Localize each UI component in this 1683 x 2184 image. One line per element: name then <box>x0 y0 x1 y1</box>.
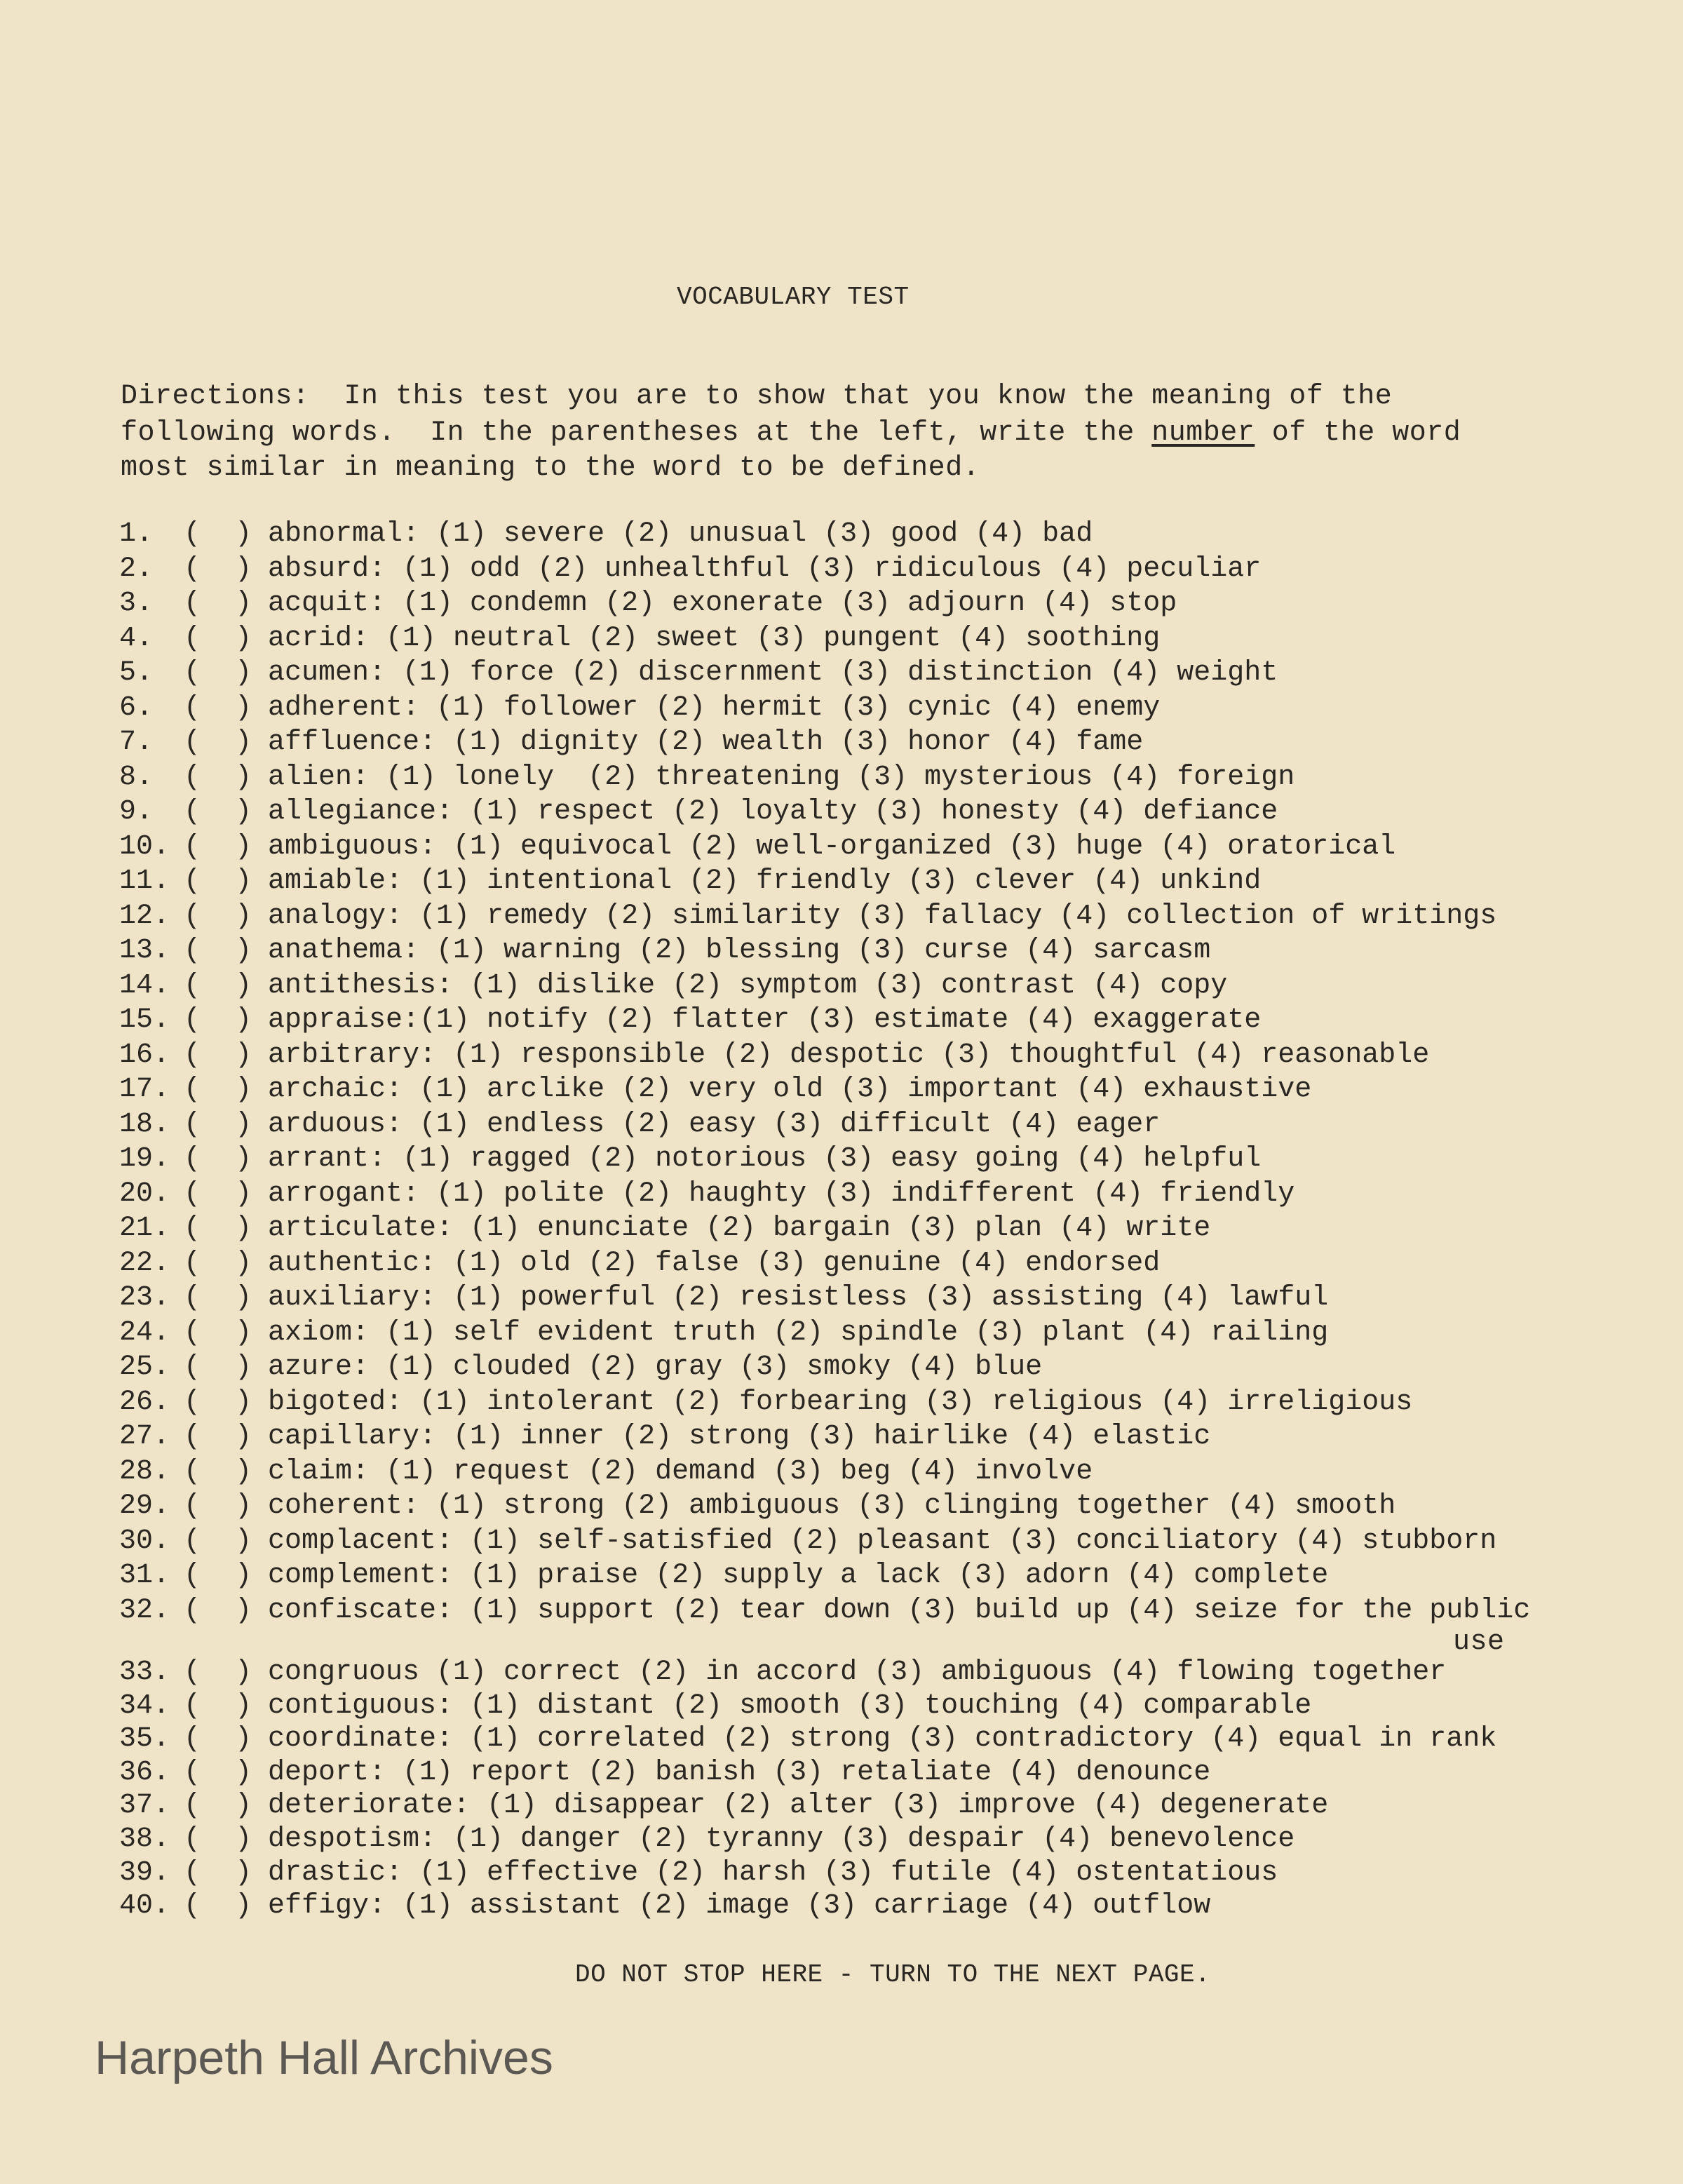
question-item <box>0 1490 1683 1523</box>
answer-blank-open[interactable]: ( <box>184 1247 201 1279</box>
question-item <box>0 1142 1683 1176</box>
answer-blank-open[interactable]: ( <box>184 622 201 654</box>
answer-blank-open[interactable]: ( <box>184 1386 201 1418</box>
answer-blank-close: ) <box>235 1108 252 1140</box>
answer-blank-close: ) <box>235 553 252 585</box>
answer-blank-close: ) <box>235 1756 252 1788</box>
answer-blank-open[interactable]: ( <box>184 1525 201 1557</box>
answer-blank-close: ) <box>235 1039 252 1071</box>
question-number: 4. <box>119 622 154 654</box>
question-text: complement: (1) praise (2) supply a lack (3) adorn (4) complete <box>268 1560 1329 1591</box>
question-item <box>0 969 1683 1003</box>
question-text: arduous: (1) endless (2) easy (3) difficult (4) eager <box>268 1108 1161 1140</box>
question-number: 21. <box>119 1213 170 1244</box>
question-number: 20. <box>119 1178 170 1210</box>
answer-blank-close: ) <box>235 1560 252 1591</box>
answer-blank-open[interactable]: ( <box>184 1560 201 1591</box>
answer-blank-open[interactable]: ( <box>184 865 201 897</box>
answer-blank-open[interactable]: ( <box>184 588 201 619</box>
answer-blank-open[interactable]: ( <box>184 1282 201 1314</box>
answer-blank-open[interactable]: ( <box>184 1143 201 1175</box>
question-text: capillary: (1) inner (2) strong (3) hairlike (4) elastic <box>268 1421 1211 1452</box>
question-item <box>0 830 1683 864</box>
question-item <box>0 656 1683 690</box>
question-text: absurd: (1) odd (2) unhealthful (3) ridiculous (4) peculiar <box>268 553 1262 585</box>
question-item <box>0 1756 1683 1790</box>
question-number: 31. <box>119 1560 170 1591</box>
question-item <box>0 726 1683 760</box>
question-item <box>0 1856 1683 1890</box>
question-number: 39. <box>119 1856 170 1889</box>
answer-blank-open[interactable]: ( <box>184 1723 201 1755</box>
answer-blank-open[interactable]: ( <box>184 830 201 863</box>
question-number: 32. <box>119 1594 170 1626</box>
answer-blank-close: ) <box>235 622 252 654</box>
answer-blank-open[interactable]: ( <box>184 900 201 932</box>
answer-blank-close: ) <box>235 761 252 793</box>
question-item <box>0 1723 1683 1756</box>
answer-blank-close: ) <box>235 1143 252 1175</box>
answer-blank-close: ) <box>235 935 252 966</box>
question-number: 25. <box>119 1351 170 1383</box>
question-text: auxiliary: (1) powerful (2) resistless (3) assisting (4) lawful <box>268 1282 1329 1314</box>
answer-blank-close: ) <box>235 1213 252 1244</box>
answer-blank-open[interactable]: ( <box>184 1490 201 1522</box>
question-text: appraise:(1) notify (2) flatter (3) estimate (4) exaggerate <box>268 1004 1262 1036</box>
answer-blank-open[interactable]: ( <box>184 761 201 793</box>
answer-blank-close: ) <box>235 1490 252 1522</box>
question-text: arbitrary: (1) responsible (2) despotic (3) thoughtful (4) reasonable <box>268 1039 1430 1071</box>
question-item <box>0 1178 1683 1211</box>
answer-blank-open[interactable]: ( <box>184 1690 201 1722</box>
question-text: despotism: (1) danger (2) tyranny (3) despair (4) benevolence <box>268 1824 1295 1855</box>
answer-blank-close: ) <box>235 1178 252 1210</box>
answer-blank-close: ) <box>235 1790 252 1822</box>
answer-blank-close: ) <box>235 1824 252 1855</box>
answer-blank-close: ) <box>235 865 252 897</box>
question-number: 36. <box>119 1756 170 1788</box>
question-number: 15. <box>119 1004 170 1036</box>
question-text: azure: (1) clouded (2) gray (3) smoky (4) blue <box>268 1351 1043 1383</box>
question-number: 24. <box>119 1316 170 1349</box>
question-item <box>0 1247 1683 1281</box>
answer-blank-open[interactable]: ( <box>184 1351 201 1383</box>
question-item <box>0 553 1683 586</box>
question-number: 23. <box>119 1282 170 1314</box>
question-text: arrant: (1) ragged (2) notorious (3) easy going (4) helpful <box>268 1143 1262 1175</box>
answer-blank-close: ) <box>235 1282 252 1314</box>
answer-blank-open[interactable]: ( <box>184 657 201 689</box>
question-number: 19. <box>119 1143 170 1175</box>
answer-blank-close: ) <box>235 1455 252 1488</box>
answer-blank-open[interactable]: ( <box>184 1756 201 1788</box>
question-text: antithesis: (1) dislike (2) symptom (3) contrast (4) copy <box>268 969 1228 1002</box>
answer-blank-close: ) <box>235 969 252 1002</box>
question-item <box>0 1559 1683 1593</box>
answer-blank-close: ) <box>235 657 252 689</box>
question-text: archaic: (1) arclike (2) very old (3) important (4) exhaustive <box>268 1074 1312 1105</box>
answer-blank-open[interactable]: ( <box>184 1316 201 1349</box>
question-number: 16. <box>119 1039 170 1071</box>
question-number: 1. <box>119 518 154 550</box>
answer-blank-close: ) <box>235 1351 252 1383</box>
question-item <box>0 1690 1683 1723</box>
question-item <box>0 587 1683 621</box>
question-text: amiable: (1) intentional (2) friendly (3) clever (4) unkind <box>268 865 1262 897</box>
answer-blank-close: ) <box>235 796 252 828</box>
answer-blank-close: ) <box>235 1247 252 1279</box>
answer-blank-close: ) <box>235 727 252 758</box>
answer-blank-close: ) <box>235 1074 252 1105</box>
question-number: 30. <box>119 1525 170 1557</box>
question-number: 37. <box>119 1790 170 1822</box>
question-number: 13. <box>119 935 170 966</box>
question-text: anathema: (1) warning (2) blessing (3) curse (4) sarcasm <box>268 935 1211 966</box>
answer-blank-close: ) <box>235 1386 252 1418</box>
question-number: 38. <box>119 1824 170 1855</box>
directions-line-3: most similar in meaning to the word to be defined. <box>121 452 980 484</box>
question-text: arrogant: (1) polite (2) haughty (3) indifferent (4) friendly <box>268 1178 1295 1210</box>
question-number: 29. <box>119 1490 170 1522</box>
answer-blank-close: ) <box>235 1723 252 1755</box>
question-number: 27. <box>119 1421 170 1452</box>
question-text: acrid: (1) neutral (2) sweet (3) pungent (4) soothing <box>268 622 1161 654</box>
answer-blank-close: ) <box>235 1890 252 1922</box>
question-text: acumen: (1) force (2) discernment (3) distinction (4) weight <box>268 657 1278 689</box>
answer-blank-close: ) <box>235 692 252 724</box>
question-item <box>0 934 1683 968</box>
question-text: adherent: (1) follower (2) hermit (3) cynic (4) enemy <box>268 692 1161 724</box>
answer-blank-open[interactable]: ( <box>184 1856 201 1889</box>
answer-blank-close: ) <box>235 588 252 619</box>
question-text: analogy: (1) remedy (2) similarity (3) fallacy (4) collection of writings <box>268 900 1497 932</box>
answer-blank-open[interactable]: ( <box>184 1039 201 1071</box>
question-text: allegiance: (1) respect (2) loyalty (3) honesty (4) defiance <box>268 796 1278 828</box>
question-number: 35. <box>119 1723 170 1755</box>
answer-blank-open[interactable]: ( <box>184 727 201 758</box>
answer-blank-close: ) <box>235 1594 252 1626</box>
question-number: 14. <box>119 969 170 1002</box>
question-item <box>0 1420 1683 1454</box>
answer-blank-open[interactable]: ( <box>184 935 201 966</box>
question-text: affluence: (1) dignity (2) wealth (3) honor (4) fame <box>268 727 1144 758</box>
question-text: drastic: (1) effective (2) harsh (3) futile (4) ostentatious <box>268 1856 1278 1889</box>
question-number: 33. <box>119 1657 170 1688</box>
question-number: 11. <box>119 865 170 897</box>
question-number: 40. <box>119 1890 170 1922</box>
question-number: 34. <box>119 1690 170 1722</box>
answer-blank-open[interactable]: ( <box>184 969 201 1002</box>
answer-blank-open[interactable]: ( <box>184 1178 201 1210</box>
question-number: 6. <box>119 692 154 724</box>
answer-blank-open[interactable]: ( <box>184 1790 201 1822</box>
question-number: 7. <box>119 727 154 758</box>
question-item <box>0 1455 1683 1489</box>
question-item <box>0 1386 1683 1420</box>
question-text: bigoted: (1) intolerant (2) forbearing (3) religious (4) irreligious <box>268 1386 1413 1418</box>
question-text: complacent: (1) self-satisfied (2) pleasant (3) conciliatory (4) stubborn <box>268 1525 1497 1557</box>
question-text: axiom: (1) self evident truth (2) spindle (3) plant (4) railing <box>268 1316 1329 1349</box>
question-item <box>0 1525 1683 1558</box>
question-item <box>0 1108 1683 1142</box>
answer-blank-open[interactable]: ( <box>184 518 201 550</box>
question-number: 28. <box>119 1455 170 1488</box>
question-text: acquit: (1) condemn (2) exonerate (3) adjourn (4) stop <box>268 588 1177 619</box>
answer-blank-open[interactable]: ( <box>184 1213 201 1244</box>
answer-blank-close: ) <box>235 518 252 550</box>
answer-blank-close: ) <box>235 830 252 863</box>
question-item <box>0 865 1683 898</box>
answer-blank-open[interactable]: ( <box>184 553 201 585</box>
question-item <box>0 1039 1683 1072</box>
question-text: claim: (1) request (2) demand (3) beg (4) involve <box>268 1455 1093 1488</box>
answer-blank-close: ) <box>235 1690 252 1722</box>
question-text: effigy: (1) assistant (2) image (3) carriage (4) outflow <box>268 1890 1211 1922</box>
question-item <box>0 1656 1683 1690</box>
footer-instruction: DO NOT STOP HERE - TURN TO THE NEXT PAGE. <box>575 1960 1211 1989</box>
question-text: congruous (1) correct (2) in accord (3) ambiguous (4) flowing together <box>268 1657 1447 1688</box>
question-number: 26. <box>119 1386 170 1418</box>
question-item <box>0 1073 1683 1107</box>
question-text: articulate: (1) enunciate (2) bargain (3) plan (4) write <box>268 1213 1211 1244</box>
answer-blank-open[interactable]: ( <box>184 692 201 724</box>
question-number: 2. <box>119 553 154 585</box>
question-number: 18. <box>119 1108 170 1140</box>
question-text: contiguous: (1) distant (2) smooth (3) touching (4) comparable <box>268 1690 1312 1722</box>
answer-blank-close: ) <box>235 1421 252 1452</box>
question-item <box>0 1316 1683 1350</box>
answer-blank-open[interactable]: ( <box>184 1004 201 1036</box>
question-item <box>0 1351 1683 1384</box>
question-item <box>0 1789 1683 1823</box>
question-item <box>0 1212 1683 1246</box>
directions-line-2-post: of the word <box>1255 417 1461 449</box>
question-number: 8. <box>119 761 154 793</box>
question-text: deport: (1) report (2) banish (3) retaliate (4) denounce <box>268 1756 1211 1788</box>
question-text: abnormal: (1) severe (2) unusual (3) good (4) bad <box>268 518 1093 550</box>
question-number: 17. <box>119 1074 170 1105</box>
question-item <box>0 900 1683 933</box>
question-number: 10. <box>119 830 170 863</box>
answer-blank-open[interactable]: ( <box>184 1455 201 1488</box>
question-item <box>0 761 1683 795</box>
directions-underlined-word: number <box>1151 417 1255 449</box>
question-item <box>0 1004 1683 1037</box>
answer-blank-open[interactable]: ( <box>184 1421 201 1452</box>
answer-blank-open[interactable]: ( <box>184 1890 201 1922</box>
answer-blank-close: ) <box>235 1004 252 1036</box>
question-item <box>0 1594 1683 1628</box>
answer-blank-open[interactable]: ( <box>184 1657 201 1688</box>
directions-line-2 <box>121 417 1461 450</box>
question-item <box>0 622 1683 656</box>
archive-watermark: Harpeth Hall Archives <box>95 2031 553 2084</box>
page-title: VOCABULARY TEST <box>677 283 910 311</box>
answer-blank-open[interactable]: ( <box>184 1824 201 1855</box>
question-number: 9. <box>119 796 154 828</box>
answer-blank-close: ) <box>235 900 252 932</box>
item-32-continuation: use <box>1453 1626 1505 1658</box>
answer-blank-close: ) <box>235 1316 252 1349</box>
question-item <box>0 1823 1683 1856</box>
answer-blank-close: ) <box>235 1856 252 1889</box>
question-number: 12. <box>119 900 170 932</box>
answer-blank-open[interactable]: ( <box>184 1074 201 1105</box>
answer-blank-open[interactable]: ( <box>184 1108 201 1140</box>
directions-line-2-pre: following words. In the parentheses at the left, write the <box>121 417 1152 449</box>
answer-blank-close: ) <box>235 1525 252 1557</box>
question-number: 22. <box>119 1247 170 1279</box>
question-text: alien: (1) lonely (2) threatening (3) mysterious (4) foreign <box>268 761 1295 793</box>
question-text: coordinate: (1) correlated (2) strong (3) contradictory (4) equal in rank <box>268 1723 1497 1755</box>
answer-blank-close: ) <box>235 1657 252 1688</box>
question-item <box>0 795 1683 829</box>
question-text: deteriorate: (1) disappear (2) alter (3) improve (4) degenerate <box>268 1790 1329 1822</box>
question-item <box>0 1889 1683 1923</box>
question-number: 5. <box>119 657 154 689</box>
question-item <box>0 1281 1683 1315</box>
question-text: confiscate: (1) support (2) tear down (3) build up (4) seize for the public <box>268 1594 1531 1626</box>
question-number: 3. <box>119 588 154 619</box>
question-text: ambiguous: (1) equivocal (2) well-organized (3) huge (4) oratorical <box>268 830 1396 863</box>
answer-blank-open[interactable]: ( <box>184 1594 201 1626</box>
question-text: authentic: (1) old (2) false (3) genuine (4) endorsed <box>268 1247 1161 1279</box>
answer-blank-open[interactable]: ( <box>184 796 201 828</box>
question-item <box>0 518 1683 551</box>
question-item <box>0 692 1683 725</box>
directions-line-1: Directions: In this test you are to show that you know the meaning of the <box>121 381 1393 412</box>
question-text: coherent: (1) strong (2) ambiguous (3) clinging together (4) smooth <box>268 1490 1396 1522</box>
